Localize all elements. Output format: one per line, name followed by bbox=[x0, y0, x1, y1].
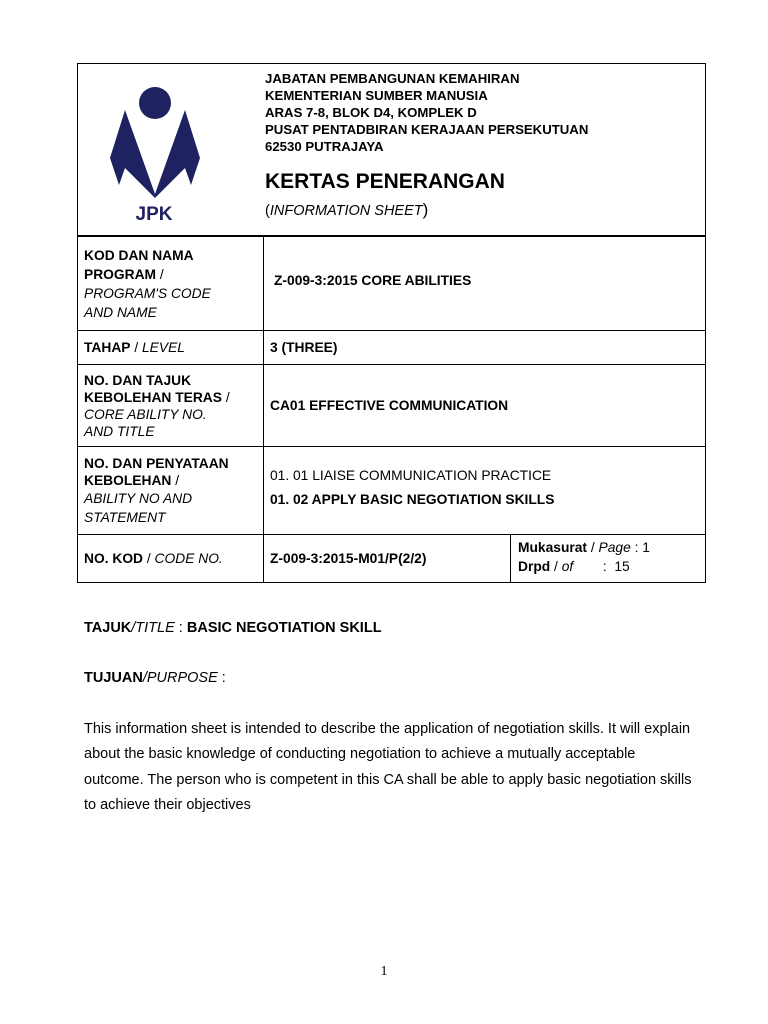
ability-value-2: 01. 02 APPLY BASIC NEGOTIATION SKILLS bbox=[270, 492, 555, 507]
page-info-box bbox=[511, 535, 705, 582]
purpose-paragraph: This information sheet is intended to describe the application of negotiation skills. It will explain about the basic knowledge of conducting negotiation to achieve a mutually acceptable outcome. The person who is competent in this CA shall be able to apply basic negotiation skills to achieve their objectives bbox=[84, 721, 692, 813]
code-label-sep: / bbox=[143, 551, 155, 566]
of-label-ms: Drpd bbox=[518, 559, 551, 574]
code-value: Z-009-3:2015-M01/P(2/2) bbox=[270, 551, 427, 566]
program-label-en-2: AND NAME bbox=[84, 304, 157, 320]
page-sep: / bbox=[587, 540, 599, 555]
ability-label-en-1: ABILITY NO AND bbox=[84, 490, 193, 506]
code-label-en: CODE NO. bbox=[154, 551, 223, 566]
logo-body bbox=[110, 110, 200, 198]
program-label-sep: / bbox=[156, 266, 164, 282]
page-label-en: Page bbox=[598, 540, 631, 555]
program-value-cell bbox=[264, 237, 706, 331]
header-box bbox=[77, 63, 706, 236]
purpose-label-ms: TUJUAN bbox=[84, 670, 143, 686]
subtitle-close: ) bbox=[422, 200, 429, 219]
core-ability-value: CA01 EFFECTIVE COMMUNICATION bbox=[270, 398, 509, 413]
core-ability-label-en-2: AND TITLE bbox=[84, 423, 155, 439]
title-value: BASIC NEGOTIATION SKILL bbox=[186, 620, 382, 636]
table-row-program bbox=[78, 237, 706, 331]
core-ability-label-ms-1: NO. DAN TAJUK bbox=[84, 372, 192, 388]
org-line: ARAS 7-8, BLOK D4, KOMPLEK D bbox=[265, 105, 477, 120]
program-label-cell bbox=[78, 237, 264, 331]
level-value-cell bbox=[264, 331, 706, 365]
core-ability-label-cell bbox=[78, 365, 264, 447]
code-value-box bbox=[264, 535, 511, 582]
core-ability-label-en-1: CORE ABILITY NO. bbox=[84, 406, 207, 422]
page-value: : 1 bbox=[630, 540, 650, 555]
of-value: : 15 bbox=[595, 559, 630, 574]
page-label-ms: Mukasurat bbox=[518, 540, 588, 555]
program-label-ms-1: KOD DAN NAMA bbox=[84, 247, 194, 263]
page-number: 1 bbox=[380, 964, 388, 979]
document-subtitle bbox=[265, 200, 428, 220]
core-ability-label-ms-2: KEBOLEHAN TERAS bbox=[84, 389, 222, 405]
code-label-ms: NO. KOD bbox=[84, 551, 144, 566]
org-line: 62530 PUTRAJAYA bbox=[265, 139, 384, 154]
purpose-sep: : bbox=[217, 670, 226, 686]
ability-label-sep: / bbox=[171, 472, 180, 488]
info-table bbox=[77, 236, 706, 583]
level-value: 3 (THREE) bbox=[270, 340, 338, 355]
organization-address bbox=[265, 70, 588, 155]
document-title: KERTAS PENERANGAN bbox=[265, 170, 505, 193]
ability-label-ms-2: KEBOLEHAN bbox=[84, 472, 172, 488]
title-label-ms: TAJUK bbox=[84, 620, 132, 636]
ability-value-cell bbox=[264, 447, 706, 535]
ability-value-1: 01. 01 LIAISE COMMUNICATION PRACTICE bbox=[270, 468, 552, 483]
ability-label-en-2: STATEMENT bbox=[84, 509, 166, 525]
purpose-line bbox=[84, 670, 226, 686]
org-line: KEMENTERIAN SUMBER MANUSIA bbox=[265, 88, 488, 103]
subtitle-text: INFORMATION SHEET bbox=[269, 203, 423, 219]
level-label-cell bbox=[78, 331, 264, 365]
of-sep: / bbox=[550, 559, 562, 574]
code-label-cell bbox=[78, 535, 264, 583]
of-label-en: of bbox=[561, 559, 574, 574]
title-line bbox=[84, 620, 382, 636]
level-label-en: LEVEL bbox=[142, 340, 185, 355]
subtitle-open: ( bbox=[265, 203, 270, 219]
logo-head bbox=[139, 87, 171, 119]
ability-label-cell bbox=[78, 447, 264, 535]
ability-label-ms-1: NO. DAN PENYATAAN bbox=[84, 455, 229, 471]
table-row-level bbox=[78, 331, 706, 365]
title-sep: : bbox=[174, 620, 187, 636]
level-label-sep: / bbox=[130, 340, 142, 355]
table-row-ability bbox=[78, 447, 706, 535]
org-line: PUSAT PENTADBIRAN KERAJAAN PERSEKUTUAN bbox=[265, 122, 589, 137]
core-ability-value-cell bbox=[264, 365, 706, 447]
program-label-ms-2: PROGRAM bbox=[84, 266, 157, 282]
level-label-ms: TAHAP bbox=[84, 340, 131, 355]
org-line: JABATAN PEMBANGUNAN KEMAHIRAN bbox=[265, 71, 520, 86]
core-ability-label-sep: / bbox=[221, 389, 230, 405]
code-value-cell bbox=[264, 535, 706, 583]
table-row-core-ability bbox=[78, 365, 706, 447]
title-label-en: /TITLE bbox=[131, 620, 175, 636]
program-label-en-1: PROGRAM'S CODE bbox=[84, 285, 211, 301]
logo-text: JPK bbox=[135, 204, 173, 225]
jpk-logo bbox=[108, 86, 204, 226]
purpose-label-en: /PURPOSE bbox=[142, 670, 218, 686]
program-value: Z-009-3:2015 CORE ABILITIES bbox=[274, 273, 472, 288]
table-row-code bbox=[78, 535, 706, 583]
